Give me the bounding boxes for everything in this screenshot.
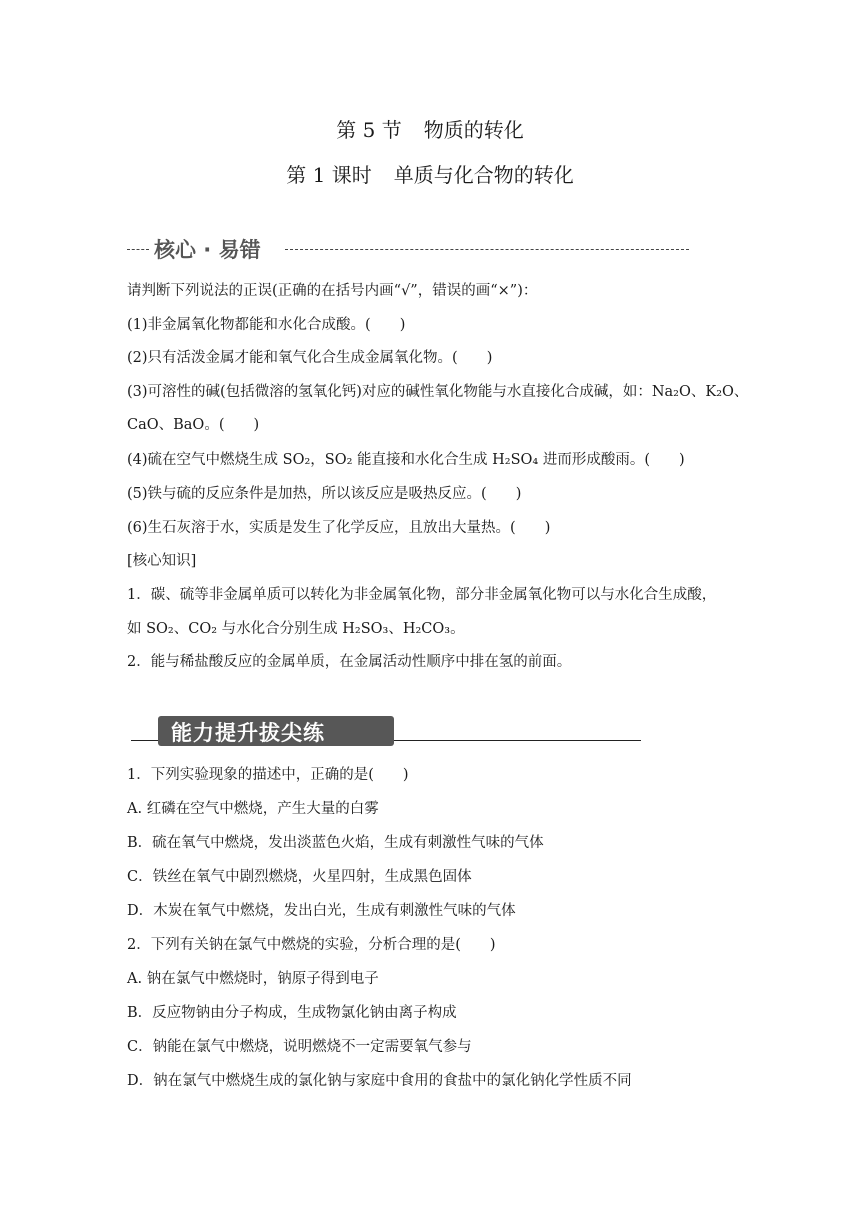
- question-1-option-d: D．木炭在氧气中燃烧，发出白光，生成有刺激性气味的气体: [127, 903, 516, 919]
- lesson-number: 第 1 课时: [286, 163, 372, 187]
- statement-1: (1)非金属氧化物都能和水化合成酸。( ): [127, 317, 406, 333]
- question-2-stem: 2．下列有关钠在氯气中燃烧的实验，分析合理的是( ): [127, 937, 496, 953]
- statement-3-cont: CaO、BaO。( ): [127, 417, 260, 433]
- knowledge-label: [核心知识]: [127, 553, 197, 569]
- instruction-text: 请判断下列说法的正误(正确的在括号内画“√”，错误的画“×”)：: [127, 283, 538, 299]
- header-dash-right: [285, 249, 689, 250]
- statement-6: (6)生石灰溶于水，实质是发生了化学反应，且放出大量热。( ): [127, 520, 551, 536]
- question-1-option-b: B．硫在氧气中燃烧，发出淡蓝色火焰，生成有刺激性气味的气体: [127, 835, 544, 851]
- statement-2: (2)只有活泼金属才能和氧气化合生成金属氧化物。( ): [127, 350, 493, 366]
- knowledge-2: 2．能与稀盐酸反应的金属单质，在金属活动性顺序中排在氢的前面。: [127, 654, 572, 670]
- question-2-option-c: C．钠能在氯气中燃烧，说明燃烧不一定需要氧气参与: [127, 1039, 472, 1055]
- core-section-header: [127, 234, 689, 266]
- statement-5: (5)铁与硫的反应条件是加热，所以该反应是吸热反应。( ): [127, 486, 522, 502]
- question-2-option-a: A. 钠在氯气中燃烧时，钠原子得到电子: [127, 971, 379, 987]
- statement-4: (4)硫在空气中燃烧生成 SO₂，SO₂ 能直接和水化合生成 H₂SO₄ 进而形成酸雨。( ): [127, 452, 685, 468]
- question-1-option-a: A. 红磷在空气中燃烧，产生大量的白雾: [127, 801, 379, 817]
- practice-section-heading: 能力提升拔尖练: [171, 721, 325, 745]
- section-name: 物质的转化: [423, 118, 524, 142]
- question-1-stem: 1．下列实验现象的描述中，正确的是( ): [127, 767, 409, 783]
- knowledge-1-cont: 如 SO₂、CO₂ 与水化合分别生成 H₂SO₃、H₂CO₃。: [127, 621, 465, 637]
- lesson-title: [0, 159, 860, 188]
- statement-3: (3)可溶性的碱(包括微溶的氢氧化钙)对应的碱性氧化物能与水直接化合成碱，如：Na₂O、K₂O、: [127, 384, 749, 400]
- question-2-option-d: D．钠在氯气中燃烧生成的氯化钠与家庭中食用的食盐中的氯化钠化学性质不同: [127, 1073, 632, 1089]
- section-title: [0, 114, 860, 143]
- section-number: 第 5 节: [336, 118, 402, 142]
- question-1-option-c: C．铁丝在氧气中剧烈燃烧，火星四射，生成黑色固体: [127, 869, 472, 885]
- practice-section-header: [131, 716, 641, 748]
- header-dash-left: [127, 249, 149, 250]
- question-2-option-b: B．反应物钠由分子构成，生成物氯化钠由离子构成: [127, 1005, 457, 1021]
- knowledge-1: 1．碳、硫等非金属单质可以转化为非金属氧化物，部分非金属氧化物可以与水化合生成酸，: [127, 587, 717, 603]
- core-section-heading: 核心 · 易错: [154, 238, 261, 262]
- lesson-name: 单质与化合物的转化: [393, 163, 574, 187]
